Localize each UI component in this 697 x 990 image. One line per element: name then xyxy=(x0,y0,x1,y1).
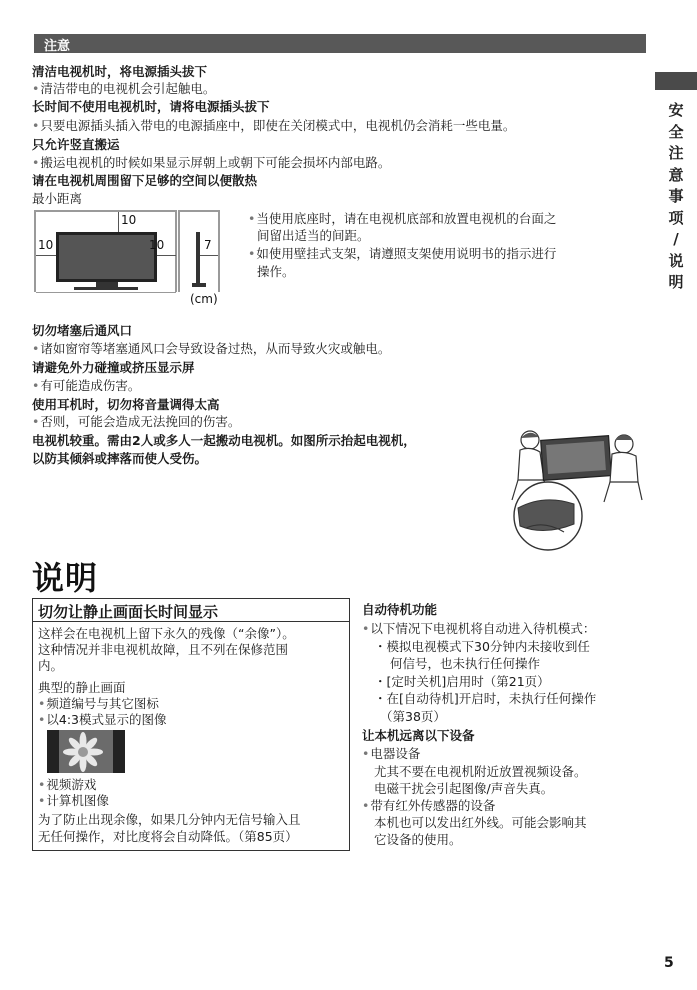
caution-text: • 只要电源插头插入带电的电源插座中，即使在关闭模式中，电视机仍会消耗一些电量。 xyxy=(32,118,515,134)
caution-heading-vent: 切勿堵塞后通风口 xyxy=(32,323,133,338)
keep-away-text: 电磁干扰会引起图像/声音失真。 xyxy=(374,781,554,796)
dim-top: 10 xyxy=(121,213,137,227)
still-image-text: 内。 xyxy=(38,658,64,673)
caution-text: • 否则，可能会造成无法挽回的伤害。 xyxy=(32,414,240,430)
caution-heading-unplug: 长时间不使用电视机时，请将电源插头拔下 xyxy=(32,99,270,114)
caution-heading-heavy-2: 以防其倾斜或摔落而使人受伤。 xyxy=(32,451,208,466)
keep-away-text: • 电器设备 xyxy=(362,745,420,762)
keep-away-title: 让本机远离以下设备 xyxy=(362,728,475,743)
side-char: 事 xyxy=(668,187,684,205)
side-char: 注 xyxy=(668,144,684,162)
keep-away-text: 尤其不要在电视机附近放置视频设备。 xyxy=(374,764,587,779)
carrying-tv-illustration xyxy=(504,428,644,552)
caution-heading-screen: 请避免外力碰撞或挤压显示屏 xyxy=(32,360,195,375)
caution-text: • 搬运电视机的时候如果显示屏朝上或朝下可能会损坏内部电路。 xyxy=(32,155,390,171)
flower-4-3-image xyxy=(47,730,125,773)
header-title: 注意 xyxy=(44,39,71,54)
auto-standby-text: （第38页） xyxy=(380,709,446,724)
keep-away-text: 它设备的使用。 xyxy=(374,832,462,847)
still-image-footer: 无任何操作，对比度将会自动降低。（第85页） xyxy=(38,829,298,844)
dim-depth: 7 xyxy=(204,238,212,252)
side-char: 说 xyxy=(668,251,684,270)
still-image-bullet: • 频道编号与其它图标 xyxy=(38,696,159,712)
caution-heading-heavy: 电视机较重。需由2人或多人一起搬动电视机。如图所示抬起电视机， xyxy=(32,433,416,448)
still-image-bullet: • 计算机图像 xyxy=(38,793,109,809)
side-char: 明 xyxy=(668,273,684,291)
still-image-text: 这样会在电视机上留下永久的残像（“余像”）。 xyxy=(38,626,295,641)
dim-unit: (cm) xyxy=(190,292,218,306)
still-image-bullet: • 以4:3模式显示的图像 xyxy=(38,712,167,728)
dim-left: 10 xyxy=(38,238,54,252)
still-image-title: 切勿让静止画面长时间显示 xyxy=(38,603,219,621)
caution-text: • 有可能造成伤害。 xyxy=(32,378,140,394)
still-image-bullet: • 视频游戏 xyxy=(38,777,96,793)
auto-standby-text: ・在[自动待机]开启时，未执行任何操作 xyxy=(374,691,597,706)
auto-standby-text: ・模拟电视模式下30分钟内未接收到任 xyxy=(374,639,590,654)
side-char: 安 xyxy=(668,101,684,119)
diagram-note: • 如使用壁挂式支架，请遵照支架使用说明书的指示进行 xyxy=(248,245,556,262)
diagram-note: 间留出适当的间距。 xyxy=(257,228,370,243)
auto-standby-text: • 以下情况下电视机将自动进入待机模式： xyxy=(362,620,595,637)
side-char: 全 xyxy=(668,122,684,141)
side-char: / xyxy=(673,230,679,248)
auto-standby-text: 何信号，也未执行任何操作 xyxy=(390,656,541,671)
header-bar xyxy=(34,34,646,53)
dim-right: 10 xyxy=(149,238,165,252)
diagram-note: 操作。 xyxy=(257,264,295,279)
side-char: 意 xyxy=(668,165,684,184)
still-image-rule xyxy=(32,621,350,622)
keep-away-text: 本机也可以发出红外线。可能会影响其 xyxy=(374,815,587,830)
diagram-note: • 当使用底座时，请在电视机底部和放置电视机的台面之 xyxy=(248,210,556,227)
caution-heading-ventilation: 请在电视机周围留下足够的空间以便散热 xyxy=(32,173,258,188)
still-image-typical: 典型的静止画面 xyxy=(38,680,126,695)
keep-away-text: • 带有红外传感器的设备 xyxy=(362,797,495,814)
still-image-text: 这种情况并非电视机故障，且不列在保修范围 xyxy=(38,642,289,657)
still-image-footer: 为了防止出现余像，如果几分钟内无信号输入且 xyxy=(38,812,301,827)
page-number: 5 xyxy=(664,955,674,971)
auto-standby-text: ・[定时关机]启用时（第21页） xyxy=(374,674,550,689)
side-tab xyxy=(655,72,697,90)
side-char: 项 xyxy=(668,208,684,227)
caution-heading-cleaning: 清洁电视机时，将电源插头拔下 xyxy=(32,64,208,79)
section-title: 说明 xyxy=(32,559,99,597)
caution-text: • 清洁带电的电视机会引起触电。 xyxy=(32,81,215,97)
min-distance-label: 最小距离 xyxy=(32,191,83,206)
side-tab-label xyxy=(666,100,686,294)
caution-heading-carry: 只允许竖直搬运 xyxy=(32,137,120,152)
caution-heading-headphones: 使用耳机时，切勿将音量调得太高 xyxy=(32,397,220,412)
auto-standby-title: 自动待机功能 xyxy=(362,602,438,617)
caution-text: • 诸如窗帘等堵塞通风口会导致设备过热，从而导致火灾或触电。 xyxy=(32,341,390,357)
